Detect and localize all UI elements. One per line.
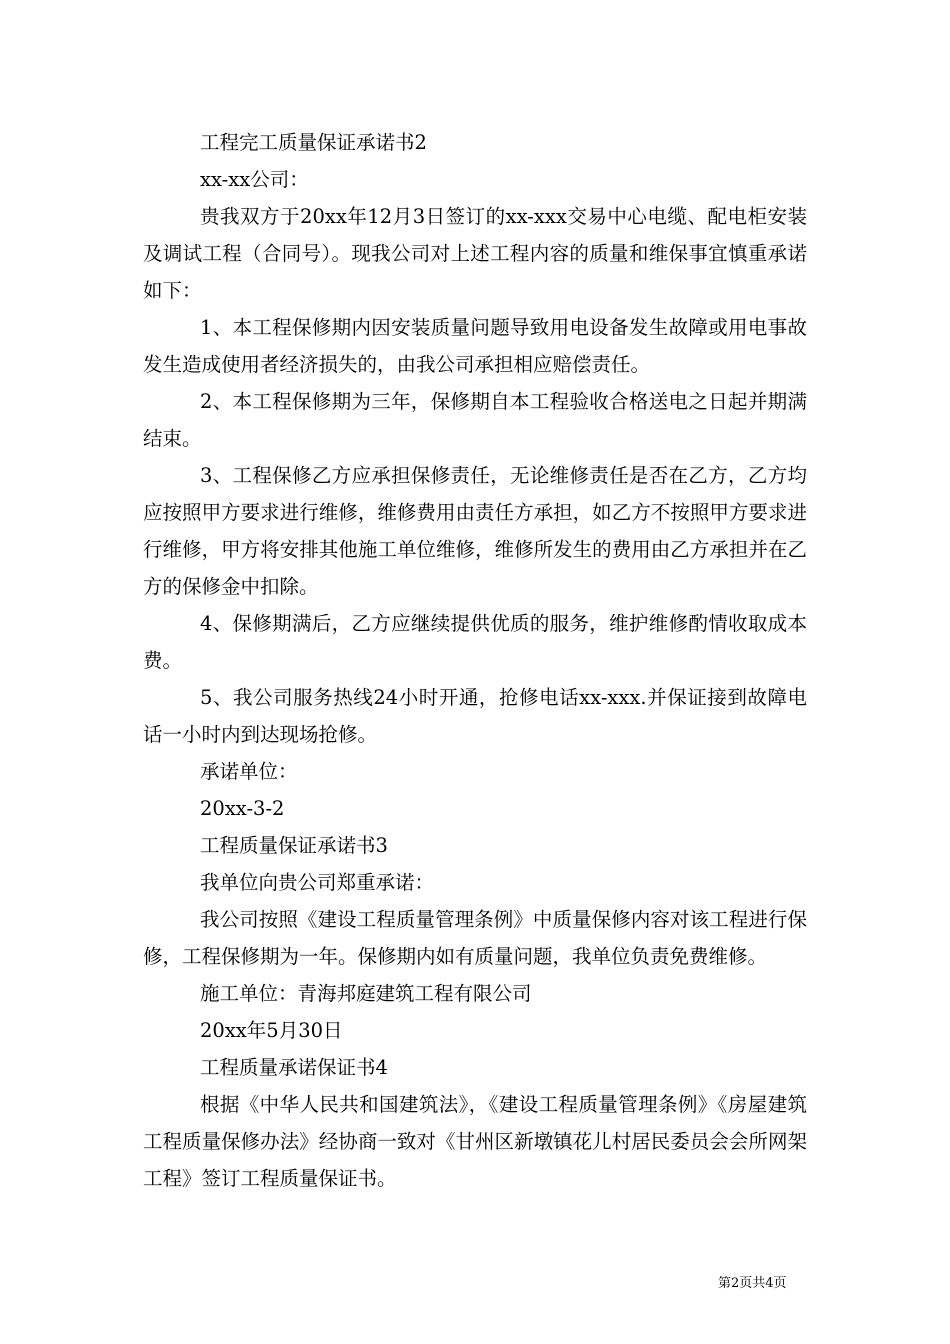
signer-label: 承诺单位： xyxy=(200,760,298,783)
salutation: xx-xx公司： xyxy=(200,168,309,191)
commitment-item-3: 3、工程保修乙方应承担保修责任，无论维修责任是否在乙方，乙方均应按照甲方要求进行维修，维修费用由责任方承担，如乙方不按照甲方要求进行维修，甲方将安排其他施工单位维修，维修所发生的费用由乙方承担并在乙方的保修金中扣除。 xyxy=(143,464,807,598)
section-title-3: 工程质量保证承诺书3 xyxy=(200,834,388,857)
section3-opening: 我单位向贵公司郑重承诺： xyxy=(200,871,435,894)
section2-date: 20xx-3-2 xyxy=(200,797,285,820)
section-title-4: 工程质量承诺保证书4 xyxy=(200,1056,388,1079)
section3-date: 20xx年5月30日 xyxy=(200,1019,343,1042)
commitment-item-5: 5、我公司服务热线24小时开通，抢修电话xx-xxx.并保证接到故障电话一小时内到达现场抢修。 xyxy=(143,686,807,746)
section3-body: 我公司按照《建设工程质量管理条例》中质量保修内容对该工程进行保修，工程保修期为一年。保修期内如有质量问题，我单位负责免费维修。 xyxy=(143,908,807,968)
contractor-line: 施工单位：青海邦庭建筑工程有限公司 xyxy=(200,982,532,1005)
intro-paragraph: 贵我双方于20xx年12月3日签订的xx-xxx交易中心电缆、配电柜安装及调试工程（合同号）。现我公司对上述工程内容的质量和维保事宜慎重承诺如下： xyxy=(143,205,807,302)
document-body xyxy=(143,124,807,1197)
section4-body: 根据《中华人民共和国建筑法》，《建设工程质量管理条例》《房屋建筑工程质量保修办法》经协商一致对《甘州区新墩镇花儿村居民委员会会所网架工程》签订工程质量保证书。 xyxy=(143,1093,807,1190)
commitment-item-4: 4、保修期满后，乙方应继续提供优质的服务，维护维修酌情收取成本费。 xyxy=(143,612,807,672)
commitment-item-1: 1、本工程保修期内因安装质量问题导致用电设备发生故障或用电事故发生造成使用者经济损失的，由我公司承担相应赔偿责任。 xyxy=(143,316,807,376)
commitment-item-2: 2、本工程保修期为三年，保修期自本工程验收合格送电之日起并期满结束。 xyxy=(143,390,807,450)
section-title-2: 工程完工质量保证承诺书2 xyxy=(200,131,427,154)
page-number: 第2页共4页 xyxy=(718,1276,787,1291)
